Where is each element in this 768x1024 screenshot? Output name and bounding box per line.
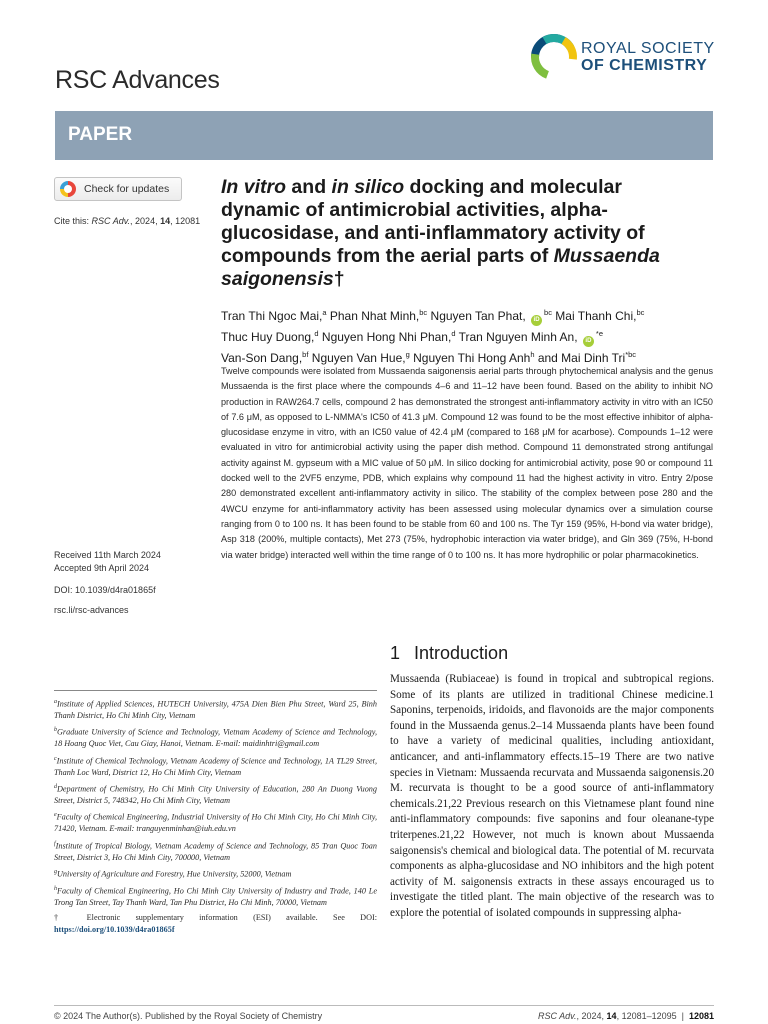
- section-label: PAPER: [68, 124, 133, 145]
- publisher-line-2: OF CHEMISTRY: [581, 57, 708, 74]
- footer-copyright: © 2024 The Author(s). Published by the Royal Society of Chemistry: [54, 1011, 323, 1021]
- footer-divider: [54, 1005, 714, 1006]
- introduction-body: [390, 672, 714, 922]
- doi: DOI: 10.1039/d4ra01865f: [54, 585, 156, 595]
- introduction-text: Mussaenda (Rubiaceae) is found in tropical and subtropical regions. Some of its plants are utilized in traditional Chinese medicine.1 Saponins, terpenoids, iridoids, and flavonoids are the major components found in the Mussaenda genus.2–14 Mussaenda plants have been found to have a variety of medicinal qualities, including antioxidant, anticancer, and anti-inflammatory effects.15–19 There are two native species in Vietnam: Mussaenda recurvata and Mussaenda saigonensis.20 M. recurvata is thought to be a good source of anti-inflammatory chemicals.21,22 Previous research on this Vietnamese plant found nine anti-inflammatory compounds: five saponins and four oleanane-type triterpenes.21,22 However, not much is known about Mussaenda saigonensis's chemical and biological data. The potential of M. recurvata components as alpha-glucosidase and NO inhibitors and the high potent activity of M. saigonensis extracts in these assays encouraged us to investigate the titled plant. The main objective of the research was to explore the potential of isolated compounds in suppressing alpha-: [390, 673, 714, 919]
- esi-doi-link[interactable]: https://doi.org/10.1039/d4ra01865f: [54, 924, 175, 934]
- affiliation-item: $^e$Faculty of Chemical Engineering, Industrial University of Ho Chi Minh City, Ho Chi Minh City, 71420, Vietnam. E-mail: tranguyenminhan@iuh.edu.vn: [54, 812, 377, 834]
- affiliation-item: $^b$Graduate University of Science and Technology, Vietnam Academy of Science and Technology, 18 Hoang Quoc Viet, Cau Giay, Hanoi, Vietnam. E-mail: maidinhtri@gmail.com: [54, 727, 377, 749]
- journal-link[interactable]: rsc.li/rsc-advances: [54, 605, 129, 615]
- check-for-updates-button[interactable]: [54, 177, 182, 201]
- page-number: 12081: [688, 1011, 714, 1021]
- affiliations: [54, 697, 377, 939]
- publisher-line-1: ROYAL SOCIETY: [581, 40, 715, 57]
- abstract: [221, 364, 713, 563]
- publisher-name: [581, 40, 715, 74]
- journal-title: RSC Advances: [55, 66, 220, 94]
- esi-note: † Electronic supplementary information (ESI) available. See DOI: https://doi.org/10.1039/d4ra01865f: [54, 913, 377, 934]
- abstract-text: Twelve compounds were isolated from Mussaenda saigonensis aerial parts through phytochemical analysis and the genus Mussaenda is the first place where the compounds 4–6 and 11–12 have been found. Based on the ability to inhibit NO production in RAW264.7 cells, compound 2 has demonstrated the strongest anti-inflammatory activity in vitro with an IC50 of 7.6 μM, as opposed to L-NMMA's IC50 of 41.3 μM. Compound 12 was found to be the most effective inhibitor of alpha-glucosidase enzyme in vitro, with an IC50 value of 42.4 μM (compared to 168 μM for acarbose). Compounds 1–12 were evaluated in vitro for antimicrobial activity using the paper dish method. Compound 11 demonstrated strong antifungal activity against M. gypseum with a MIC value of 50 μM. In silico docking for antimicrobial activity, pose 90 or compound 11 docked well to the 2VF5 enzyme, PDB, which explains why compound 11 had the highest activity in vitro. Entry 2/pose 280 demonstrated excellent anti-inflammatory activity in silico. The stability of the complex between pose 280 and the 4WCU enzyme for anti-inflammatory activity has been assessed using molecular dynamics over a simulation course ranging from 0 to 100 ns. It has been found to be stable from 60 and 100 ns. The Tyr 159 (95%, H-bond via water bridge), Asp 318 (200%, multiple contacts), Met 273 (75%, hydrophobic interaction via water bridge), and Gln 369 (75%, H-bond via water bridge) interacted well within the time range of 0 to 100 ns. It has more hydrophilic or polar pharmacokinetics.: [221, 366, 713, 560]
- footer-citation: RSC Adv., 2024, 14, 12081–12095 | 12081: [538, 1011, 714, 1021]
- check-for-updates-label: Check for updates: [84, 183, 170, 195]
- affiliation-item: $^h$Faculty of Chemical Engineering, Ho Chi Minh City University of Industry and Trade, 140 Le Trong Tan Street, Tay Thanh Ward, Tan Phu District, Ho Chi Minh, 70000, Vietnam: [54, 886, 377, 908]
- author-list: Tran Thi Ngoc Mai,$^a$ Phan Nhat Minh,$^{bc}$ Nguyen Tan Phat, $iD^{bc}$ Mai Thanh Chi,$^{bc}$ Thuc Huy Duong,$^d$ Nguyen Hong Nhi Phan,$^d$ Tran Nguyen Minh An, $iD^{*e}$ Van-Son Dang,$^{bf}$ Nguyen Van Hue,$^g$ Nguyen Thi Hong Anh$^h$ and Mai Dinh Tri$^{*bc}$: [221, 308, 645, 365]
- affiliation-item: $^g$University of Agriculture and Forestry, Hue University, 52000, Vietnam: [54, 868, 292, 879]
- received-date: Received 11th March 2024: [54, 550, 161, 560]
- orcid-icon[interactable]: iD: [583, 336, 594, 347]
- affiliation-item: $^f$Institute of Tropical Biology, Vietnam Academy of Science and Technology, 85 Tran Quoc Toan Street, District 3, Ho Chi Minh City, 700000, Vietnam: [54, 840, 377, 862]
- article-title: In vitro and in silico docking and molecular dynamic of antimicrobial activities, alpha-glucosidase, and anti-inflammatory activity of compounds from the aerial parts of Mussaenda saigonensis†: [221, 176, 660, 290]
- accepted-date: Accepted 9th April 2024: [54, 562, 150, 573]
- section-banner: [55, 111, 713, 160]
- cite-this: Cite this: RSC Adv., 2024, 14, 12081: [54, 216, 201, 226]
- affiliation-item: $^a$Institute of Applied Sciences, HUTECH University, 475A Dien Bien Phu Street, Ward 25, Binh Thanh District, Ho Chi Minh City, Vietnam: [54, 699, 377, 721]
- article-dates: [54, 549, 161, 574]
- affiliation-item: $^c$Institute of Chemical Technology, Vietnam Academy of Science and Technology, 1A TL29 Street, Thanh Loc Ward, District 12, Ho Chi Minh City, Vietnam: [54, 755, 377, 777]
- affiliation-item: $^d$Department of Chemistry, Ho Chi Minh City University of Education, 280 An Duong Vuong Street, District 5, 748342, Ho Chi Minh City, Vietnam: [54, 783, 377, 806]
- orcid-icon[interactable]: iD: [531, 315, 542, 326]
- crossmark-icon: [60, 181, 76, 197]
- section-heading: 1 Introduction: [390, 643, 509, 663]
- affiliation-divider: [54, 690, 377, 691]
